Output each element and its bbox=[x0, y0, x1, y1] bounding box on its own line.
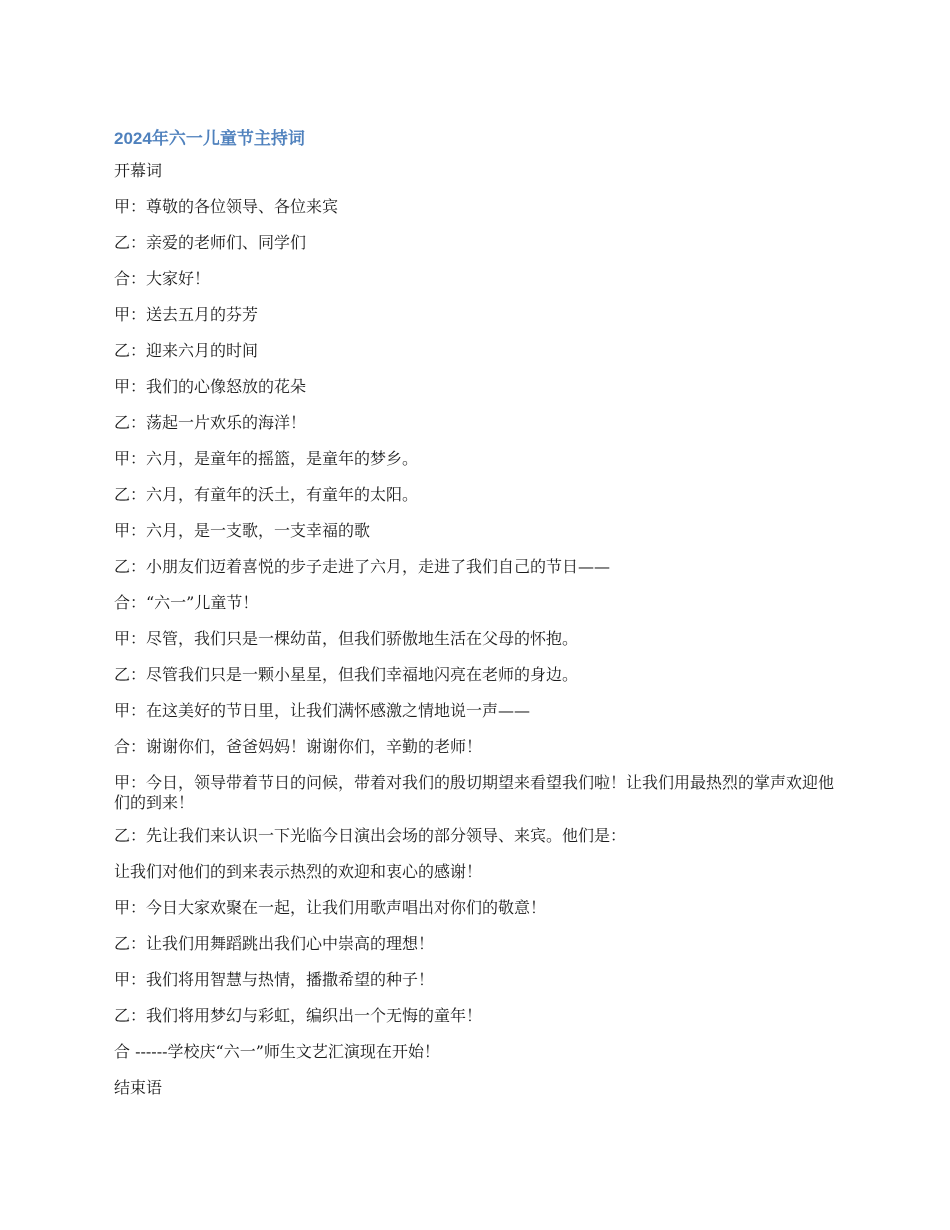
paragraph: 甲：尊敬的各位领导、各位来宾 bbox=[114, 197, 339, 216]
paragraph: 甲：我们的心像怒放的花朵 bbox=[114, 377, 307, 396]
paragraph: 甲：送去五月的芬芳 bbox=[114, 305, 259, 324]
paragraph: 甲：在这美好的节日里，让我们满怀感激之情地说一声—— bbox=[114, 701, 531, 720]
document-body bbox=[114, 126, 844, 1114]
paragraph: 乙：尽管我们只是一颗小星星，但我们幸福地闪亮在老师的身边。 bbox=[114, 665, 579, 684]
paragraph: 乙：小朋友们迈着喜悦的步子走进了六月，走进了我们自己的节日—— bbox=[114, 557, 611, 576]
paragraph: 合：大家好！ bbox=[114, 269, 211, 288]
paragraph: 合：“六一”儿童节！ bbox=[114, 593, 259, 612]
paragraph: 乙：让我们用舞蹈跳出我们心中崇高的理想！ bbox=[114, 934, 435, 953]
paragraph-multiline: 甲：今日，领导带着节日的问候，带着对我们的殷切期望来看望我们啦！让我们用最热烈的掌声欢迎他们的到来！ bbox=[114, 773, 835, 812]
paragraph: 甲：今日大家欢聚在一起，让我们用歌声唱出对你们的敬意！ bbox=[114, 898, 547, 917]
paragraph: 合：谢谢你们，爸爸妈妈！谢谢你们，辛勤的老师！ bbox=[114, 737, 483, 756]
paragraph: 甲：六月，是一支歌，一支幸福的歌 bbox=[114, 521, 371, 540]
paragraph: 让我们对他们的到来表示热烈的欢迎和衷心的感谢！ bbox=[114, 862, 483, 881]
paragraph: 乙：荡起一片欢乐的海洋！ bbox=[114, 413, 307, 432]
paragraph: 乙：先让我们来认识一下光临今日演出会场的部分领导、来宾。他们是： bbox=[114, 826, 627, 845]
paragraph: 乙：我们将用梦幻与彩虹，编织出一个无悔的童年！ bbox=[114, 1006, 483, 1025]
paragraph: 甲：尽管，我们只是一棵幼苗，但我们骄傲地生活在父母的怀抱。 bbox=[114, 629, 579, 648]
paragraph: 乙：六月，有童年的沃土，有童年的太阳。 bbox=[114, 485, 419, 504]
paragraph-closing-heading: 结束语 bbox=[114, 1078, 163, 1097]
paragraph: 甲：六月，是童年的摇篮，是童年的梦乡。 bbox=[114, 449, 419, 468]
paragraph: 乙：亲爱的老师们、同学们 bbox=[114, 233, 307, 252]
paragraph: 乙：迎来六月的时间 bbox=[114, 341, 259, 360]
document-title: 2024年六一儿童节主持词 bbox=[114, 129, 305, 148]
paragraph: 甲：我们将用智慧与热情，播撒希望的种子！ bbox=[114, 970, 435, 989]
paragraph: 合 ------学校庆“六一”师生文艺汇演现在开始！ bbox=[114, 1042, 440, 1061]
paragraph-opening-heading: 开幕词 bbox=[114, 161, 163, 180]
